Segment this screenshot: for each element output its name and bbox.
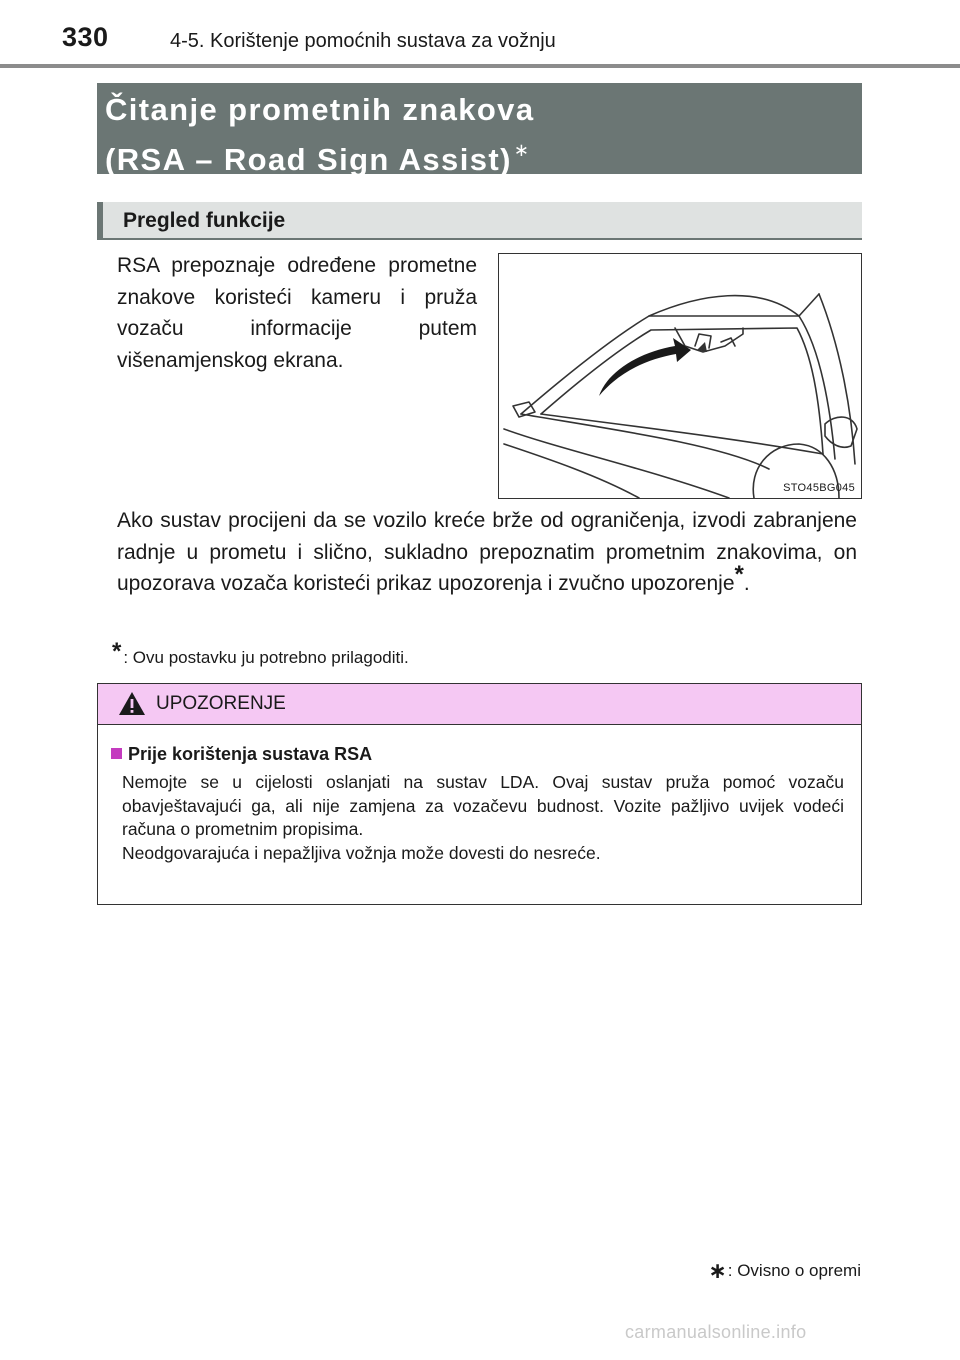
main-paragraph-end: . [743,572,750,595]
sub-heading-text: Pregled funkcije [123,209,286,232]
warning-box [97,683,862,905]
page-number: 330 [62,22,109,52]
figure-code: STO45BG045 [783,482,855,494]
footnote-text: : Ovu postavku ju potrebno prilagoditi. [123,648,409,667]
warning-triangle-icon [118,691,146,716]
warning-heading-text: Prije korištenja sustava RSA [128,744,373,764]
warning-paragraph-1: Nemojte se u cijelosti oslanjati na sustav LDA. Ovaj sustav pruža pomoć vozaču obavještavajući ga, ali nije zamjena za vozačevu budnost. Vozite pažljivo uvijek vodeći računa o prometnim propisima. [122,772,844,839]
warning-label: UPOZORENJE [156,693,286,714]
sub-heading [97,202,862,240]
watermark: carmanualsonline.info [625,1322,807,1342]
footnote-asterisk: ∗ [708,1258,727,1283]
windshield-figure [498,253,862,499]
footnote-equipment-text: : Ovisno o opremi [727,1261,861,1280]
warning-header [98,684,861,725]
title-line-1: Čitanje prometnih znakova [105,92,535,127]
intro-paragraph: RSA prepoznaje određene prometne znakove koristeći kameru i pruža vozaču informacije putem višenamjenskog ekrana. [117,254,477,372]
main-paragraph-text: Ako sustav procijeni da se vozilo kreće brže od ograničenja, izvodi zabranjene radnje u prometu i slično, sukladno prepoznatim prometnim znakovima, on upozorava vozača koristeći prikaz upozorenja i zvučno upozorenje [117,509,857,595]
title-marker: ∗ [513,140,531,160]
main-paragraph-marker: * [734,561,744,588]
footnote-star: * [112,638,122,665]
footnote-setting [112,638,409,668]
page-title [97,83,862,177]
main-paragraph [117,505,857,600]
header-rule [0,64,960,68]
windshield-camera-illustration [499,254,861,498]
footnote-equipment [708,1258,861,1284]
title-line-2 [105,130,862,180]
title-line-2-text: (RSA – Road Sign Assist) [105,142,512,177]
warning-heading [111,744,372,765]
warning-paragraph-2: Neodgovarajuća i nepažljiva vožnja može dovesti do nesreće. [122,843,601,863]
bullet-square-icon [111,748,122,759]
section-title: 4-5. Korištenje pomoćnih sustava za vožnju [170,30,556,52]
